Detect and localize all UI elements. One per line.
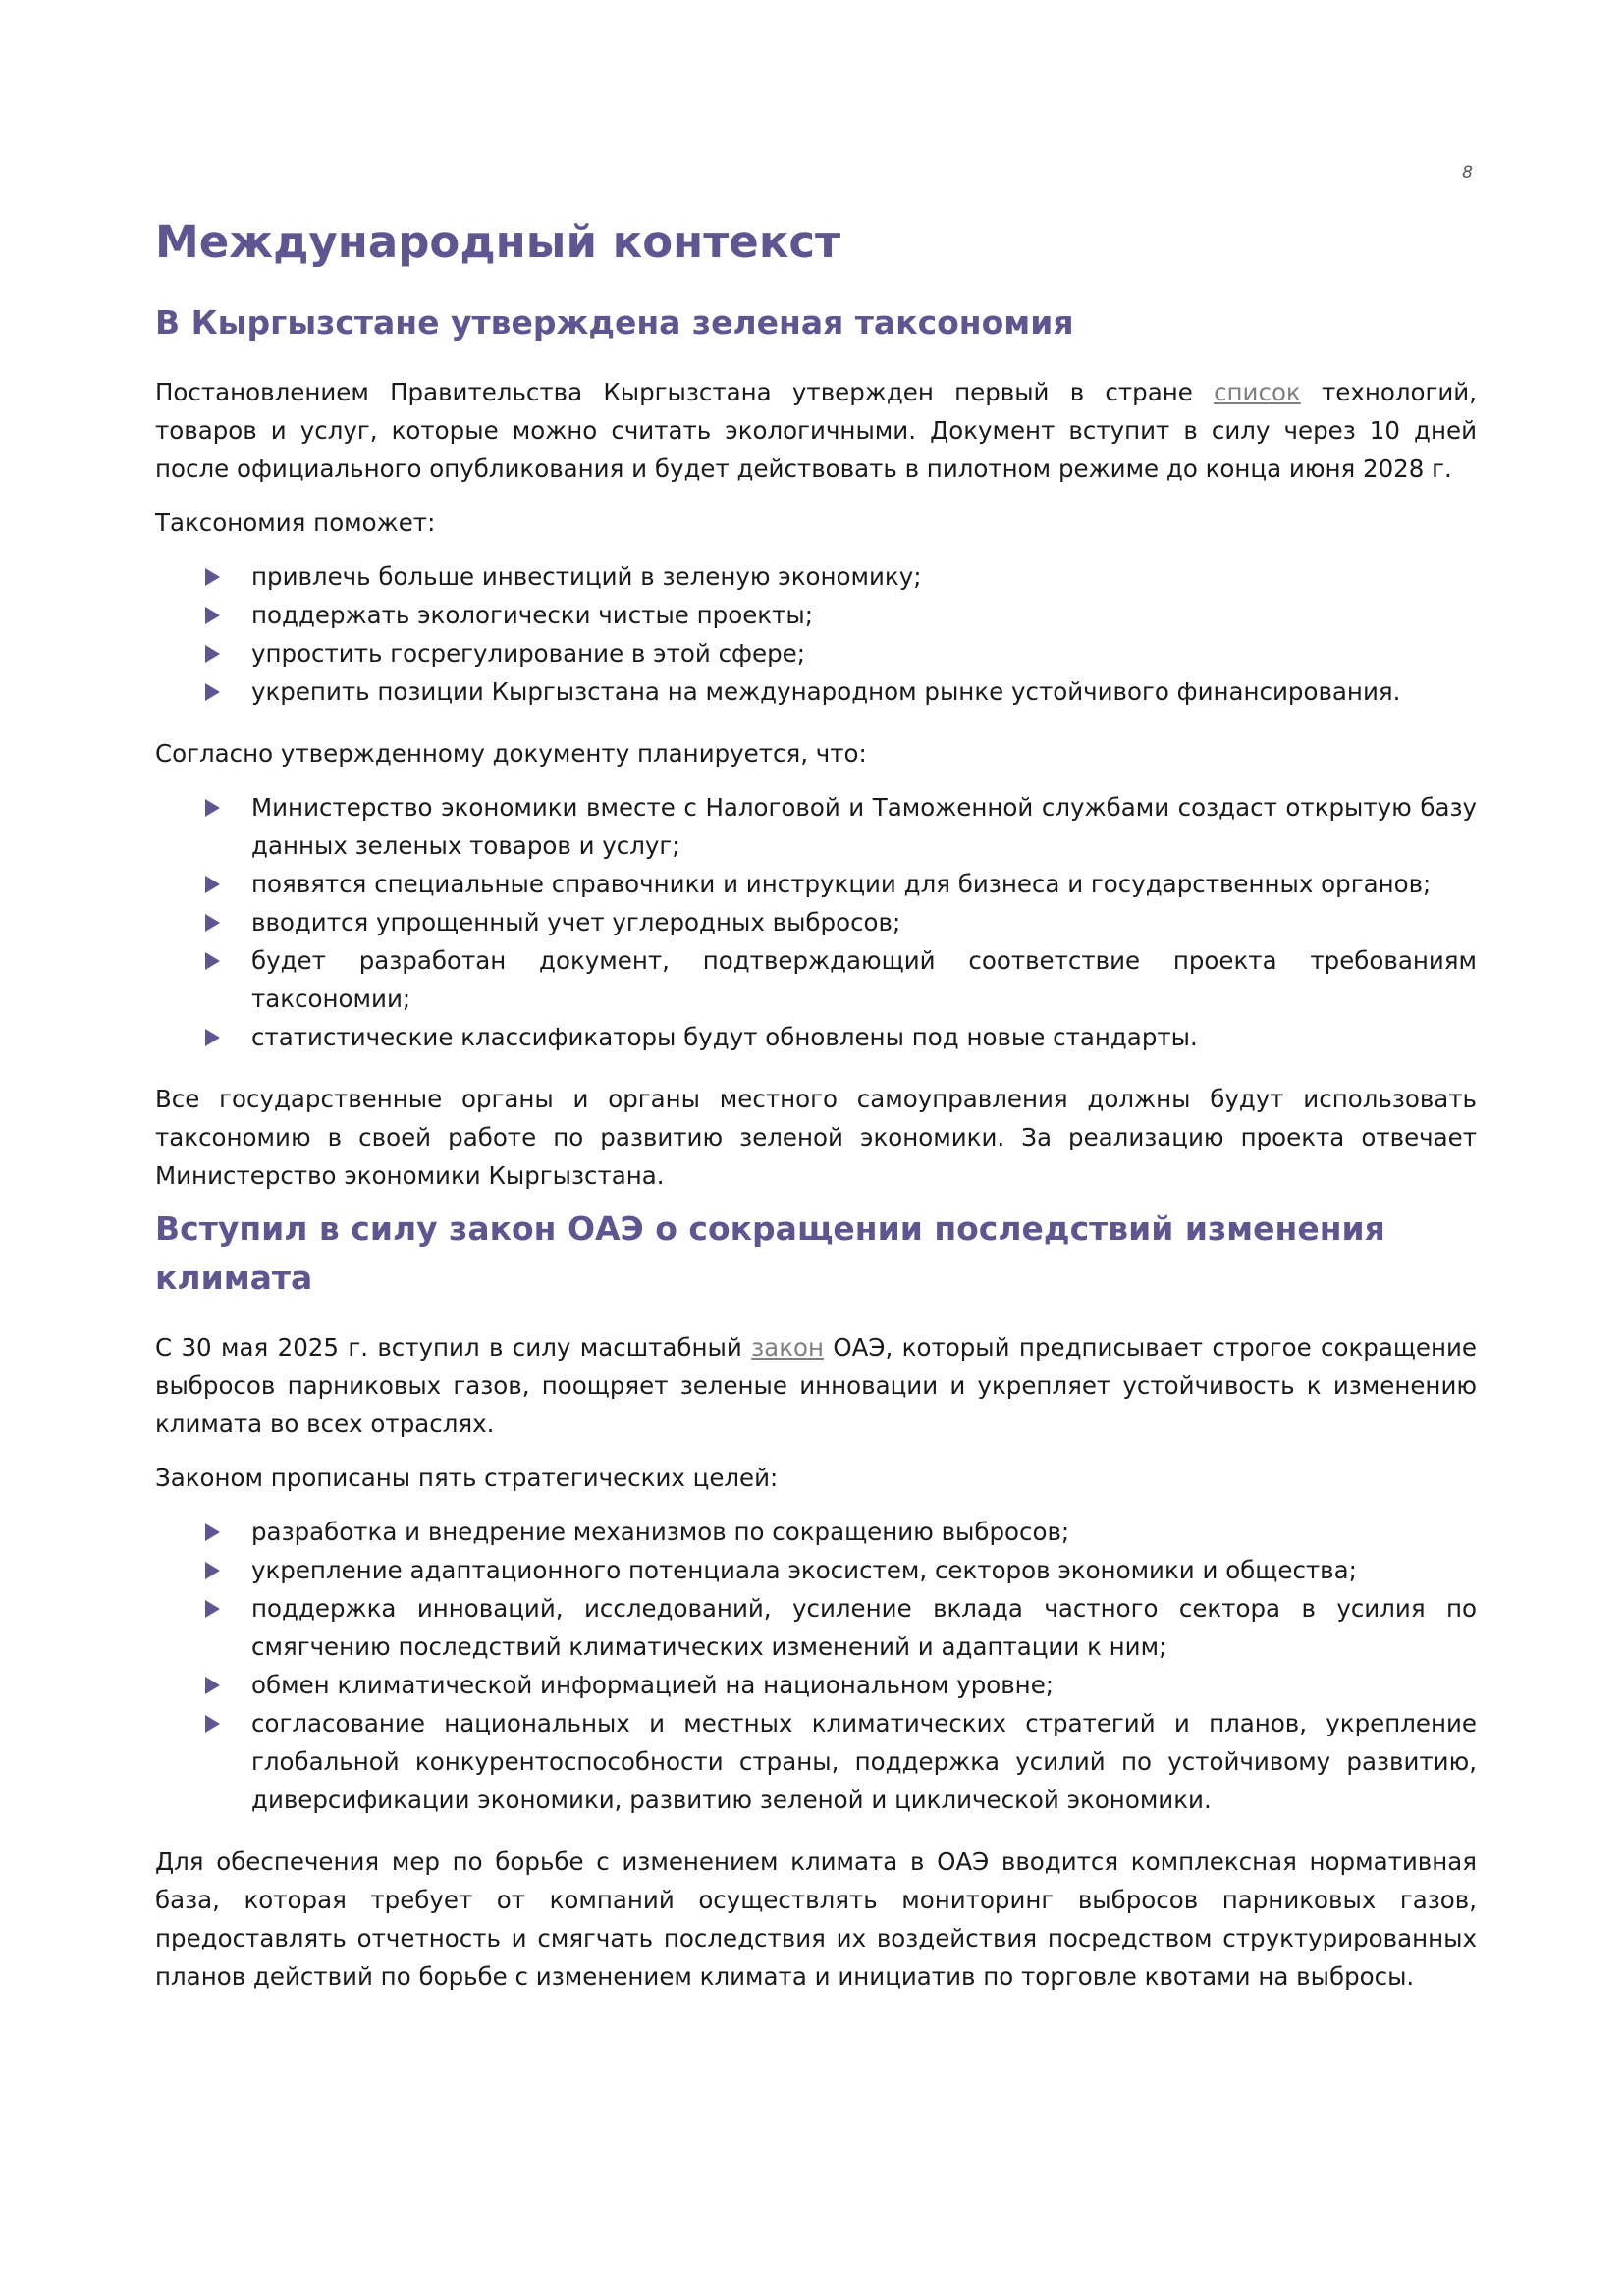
bullet-triangle-icon <box>205 645 220 663</box>
section-heading-kyrgyzstan: В Кыргызстане утверждена зеленая таксономия <box>155 303 1074 342</box>
uae-law-link[interactable]: закон <box>751 1333 825 1362</box>
list-item: появятся специальные справочники и инструкции для бизнеса и государственных органов; <box>251 865 1477 903</box>
list-item: разработка и внедрение механизмов по сокращению выбросов; <box>251 1513 1477 1551</box>
bullet-triangle-icon <box>205 799 220 817</box>
page-title: Международный контекст <box>155 216 841 268</box>
list-item: вводится упрощенный учет углеродных выбросов; <box>251 903 1477 941</box>
bullet-triangle-icon <box>205 683 220 701</box>
section1-closing-paragraph: Все государственные органы и органы местного самоуправления должны будут использовать таксономию в своей работе по развитию зеленой экономики. За реализацию проекта отвечает Министерство экономики Кыргызстана. <box>155 1085 1477 1190</box>
section2-closing-paragraph: Для обеспечения мер по борьбе с изменением климата в ОАЭ вводится комплексная нормативная база, которая требует от компаний осуществлять мониторинг выбросов парниковых газов, предоставлять отчетность и смягчать последствия их воздействия посредством структурированных планов действий по борьбе с изменением климата и инициатив по торговле квотами на выбросы. <box>155 1847 1477 1991</box>
bullet-triangle-icon <box>205 1600 220 1618</box>
list-item: укрепление адаптационного потенциала экосистем, секторов экономики и общества; <box>251 1551 1477 1589</box>
bullet-triangle-icon <box>205 1562 220 1579</box>
bullet-triangle-icon <box>205 914 220 932</box>
list-item: Министерство экономики вместе с Налоговой и Таможенной службами создаст открытую базу данных зеленых товаров и услуг; <box>251 788 1477 865</box>
section2-intro-text-end: ОАЭ, который предписывает строгое сокращение выбросов парниковых газов, поощряет зеленые инновации и укрепляет устойчивость к изменению климата во всех отраслях. <box>155 1333 1477 1438</box>
list-item: укрепить позиции Кыргызстана на международном рынке устойчивого финансирования. <box>251 672 1477 711</box>
section1-intro-text-end: технологий, товаров и услуг, которые можно считать экологичными. Документ вступит в силу через 10 дней после официального опубликования и будет действовать в пилотном режиме до конца июня 2028 г. <box>155 378 1477 483</box>
bullet-triangle-icon <box>205 1029 220 1046</box>
section2-list-lead: Законом прописаны пять стратегических целей: <box>155 1464 779 1492</box>
bullet-triangle-icon <box>205 607 220 624</box>
section-heading-uae-law: Вступил в силу закон ОАЭ о сокращении последствий изменения климата <box>155 1209 1385 1297</box>
list-item: привлечь больше инвестиций в зеленую экономику; <box>251 558 1477 596</box>
list-item: упростить госрегулирование в этой сфере; <box>251 634 1477 672</box>
uae-goals-list <box>155 1513 1477 1819</box>
page-number: 8 <box>1462 163 1473 183</box>
taxonomy-plans-list <box>155 788 1477 1056</box>
taxonomy-benefits-list <box>155 558 1477 711</box>
bullet-triangle-icon <box>205 1715 220 1733</box>
section1-intro-paragraph <box>155 373 1477 488</box>
section1-list2-lead: Согласно утвержденному документу планируется, что: <box>155 739 867 768</box>
bullet-triangle-icon <box>205 952 220 970</box>
bullet-triangle-icon <box>205 1523 220 1541</box>
list-item: согласование национальных и местных климатических стратегий и планов, укрепление глобальной конкурентоспособности страны, поддержка усилий по устойчивому развитию, диверсификации экономики, развитию зеленой и циклической экономики. <box>251 1704 1477 1819</box>
taxonomy-list-link[interactable]: список <box>1214 378 1301 406</box>
section1-intro-text-start: Постановлением Правительства Кыргызстана утвержден первый в стране <box>155 378 1215 406</box>
section1-list1-lead: Таксономия поможет: <box>155 508 436 537</box>
section2-intro-text-start: С 30 мая 2025 г. вступил в силу масштабный <box>155 1333 752 1362</box>
list-item: поддержать экологически чистые проекты; <box>251 596 1477 634</box>
section2-intro-paragraph <box>155 1328 1477 1443</box>
list-item: обмен климатической информацией на национальном уровне; <box>251 1666 1477 1704</box>
bullet-triangle-icon <box>205 1677 220 1694</box>
list-item: будет разработан документ, подтверждающий соответствие проекта требованиям таксономии; <box>251 941 1477 1018</box>
document-body <box>155 208 1477 1996</box>
bullet-triangle-icon <box>205 568 220 586</box>
list-item: статистические классификаторы будут обновлены под новые стандарты. <box>251 1018 1477 1056</box>
list-item: поддержка инноваций, исследований, усиление вклада частного сектора в усилия по смягчению последствий климатических изменений и адаптации к ним; <box>251 1589 1477 1666</box>
bullet-triangle-icon <box>205 876 220 893</box>
